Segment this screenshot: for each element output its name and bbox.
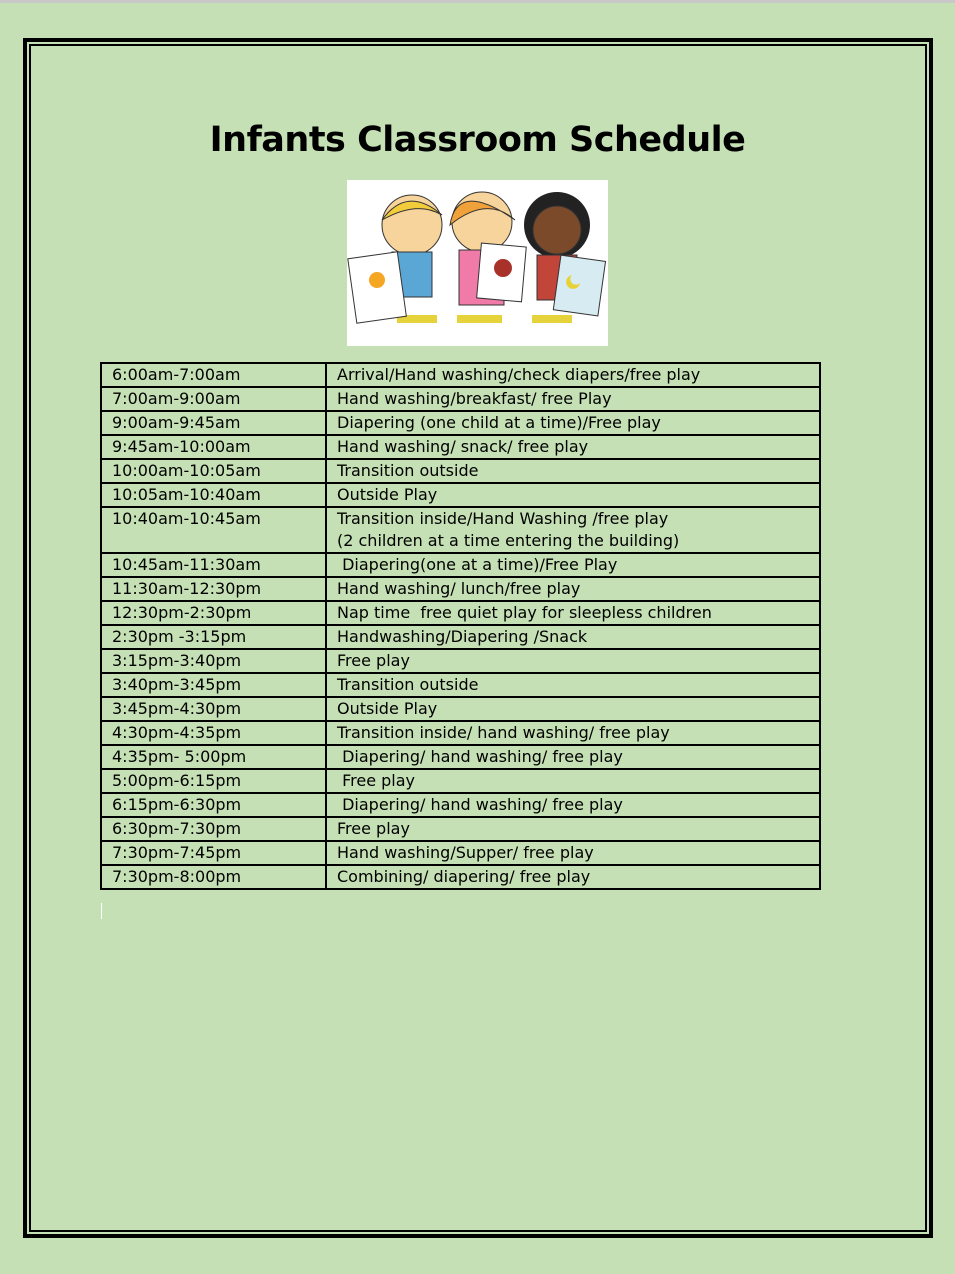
table-row [101,673,820,697]
table-row [101,363,820,387]
activity-cell [326,769,820,793]
activity-cell [326,793,820,817]
activity-cell [326,411,820,435]
time-cell: 7:30pm-7:45pm [101,841,326,865]
activity-text: Hand washing/Supper/ free play [337,843,594,862]
activity-cell [326,865,820,889]
time-cell: 7:30pm-8:00pm [101,865,326,889]
table-row [101,625,820,649]
time-cell: 7:00am-9:00am [101,387,326,411]
table-row [101,435,820,459]
activity-cell [326,577,820,601]
time-cell: 2:30pm -3:15pm [101,625,326,649]
table-row [101,841,820,865]
activity-cell [326,697,820,721]
activity-text: Diapering/ hand washing/ free play [337,747,623,766]
time-cell: 3:40pm-3:45pm [101,673,326,697]
activity-cell [326,459,820,483]
activity-cell [326,363,820,387]
activity-text: Hand washing/ snack/ free play [337,437,589,456]
table-row [101,649,820,673]
activity-text: Transition outside [337,675,479,694]
time-cell: 5:00pm-6:15pm [101,769,326,793]
activity-text: Combining/ diapering/ free play [337,867,591,886]
time-cell: 4:35pm- 5:00pm [101,745,326,769]
activity-text: Outside Play [337,699,438,718]
activity-cell [326,553,820,577]
activity-cell [326,435,820,459]
activity-text: Transition inside/ hand washing/ free play [337,723,670,742]
window-top-edge [0,0,955,3]
table-row [101,721,820,745]
time-cell: 6:30pm-7:30pm [101,817,326,841]
activity-cell [326,387,820,411]
table-row [101,601,820,625]
page-title: Infants Classroom Schedule [209,120,746,160]
table-row [101,793,820,817]
activity-cell [326,625,820,649]
time-cell: 3:15pm-3:40pm [101,649,326,673]
activity-text: Transition outside [337,461,479,480]
time-cell: 9:00am-9:45am [101,411,326,435]
time-cell: 11:30am-12:30pm [101,577,326,601]
table-row [101,387,820,411]
children-clipart-image [347,180,608,346]
activity-text: Diapering (one child at a time)/Free play [337,413,661,432]
time-cell: 4:30pm-4:35pm [101,721,326,745]
time-cell: 10:00am-10:05am [101,459,326,483]
activity-text: Outside Play [337,485,438,504]
time-cell: 10:45am-11:30am [101,553,326,577]
time-cell: 10:40am-10:45am [101,507,326,553]
activity-text: Hand washing/ lunch/free play [337,579,581,598]
activity-cell [326,649,820,673]
time-cell: 10:05am-10:40am [101,483,326,507]
activity-text: Free play [337,819,410,838]
schedule-table [100,362,821,890]
activity-text: Nap time free quiet play for sleepless children [337,603,712,622]
table-row [101,817,820,841]
activity-text: Free play [337,651,410,670]
table-row [101,865,820,889]
activity-cell [326,841,820,865]
time-cell: 3:45pm-4:30pm [101,697,326,721]
activity-cell [326,721,820,745]
time-cell: 12:30pm-2:30pm [101,601,326,625]
time-cell: 6:15pm-6:30pm [101,793,326,817]
table-row [101,697,820,721]
activity-cell [326,745,820,769]
activity-text: Diapering/ hand washing/ free play [337,795,623,814]
activity-text: Diapering(one at a time)/Free Play [337,555,618,574]
child-left-illustration [348,195,442,323]
activity-cell [326,817,820,841]
time-cell: 6:00am-7:00am [101,363,326,387]
activity-cell [326,673,820,697]
activity-text: Hand washing/breakfast/ free Play [337,389,612,408]
activity-text: Free play [337,771,415,790]
time-cell: 9:45am-10:00am [101,435,326,459]
activity-cell [326,601,820,625]
table-row [101,483,820,507]
table-row [101,553,820,577]
child-middle-illustration [450,192,526,323]
table-row [101,769,820,793]
table-row [101,745,820,769]
activity-text: Handwashing/Diapering /Snack [337,627,588,646]
activity-text-line2: (2 children at a time entering the building) [337,531,680,550]
activity-text: Transition inside/Hand Washing /free play [337,509,669,528]
table-row [101,577,820,601]
table-row [101,411,820,435]
activity-cell [326,507,820,553]
table-row [101,459,820,483]
activity-text: Arrival/Hand washing/check diapers/free play [337,365,701,384]
child-right-illustration [524,192,606,323]
table-row [101,507,820,553]
text-cursor [101,903,102,919]
activity-cell [326,483,820,507]
